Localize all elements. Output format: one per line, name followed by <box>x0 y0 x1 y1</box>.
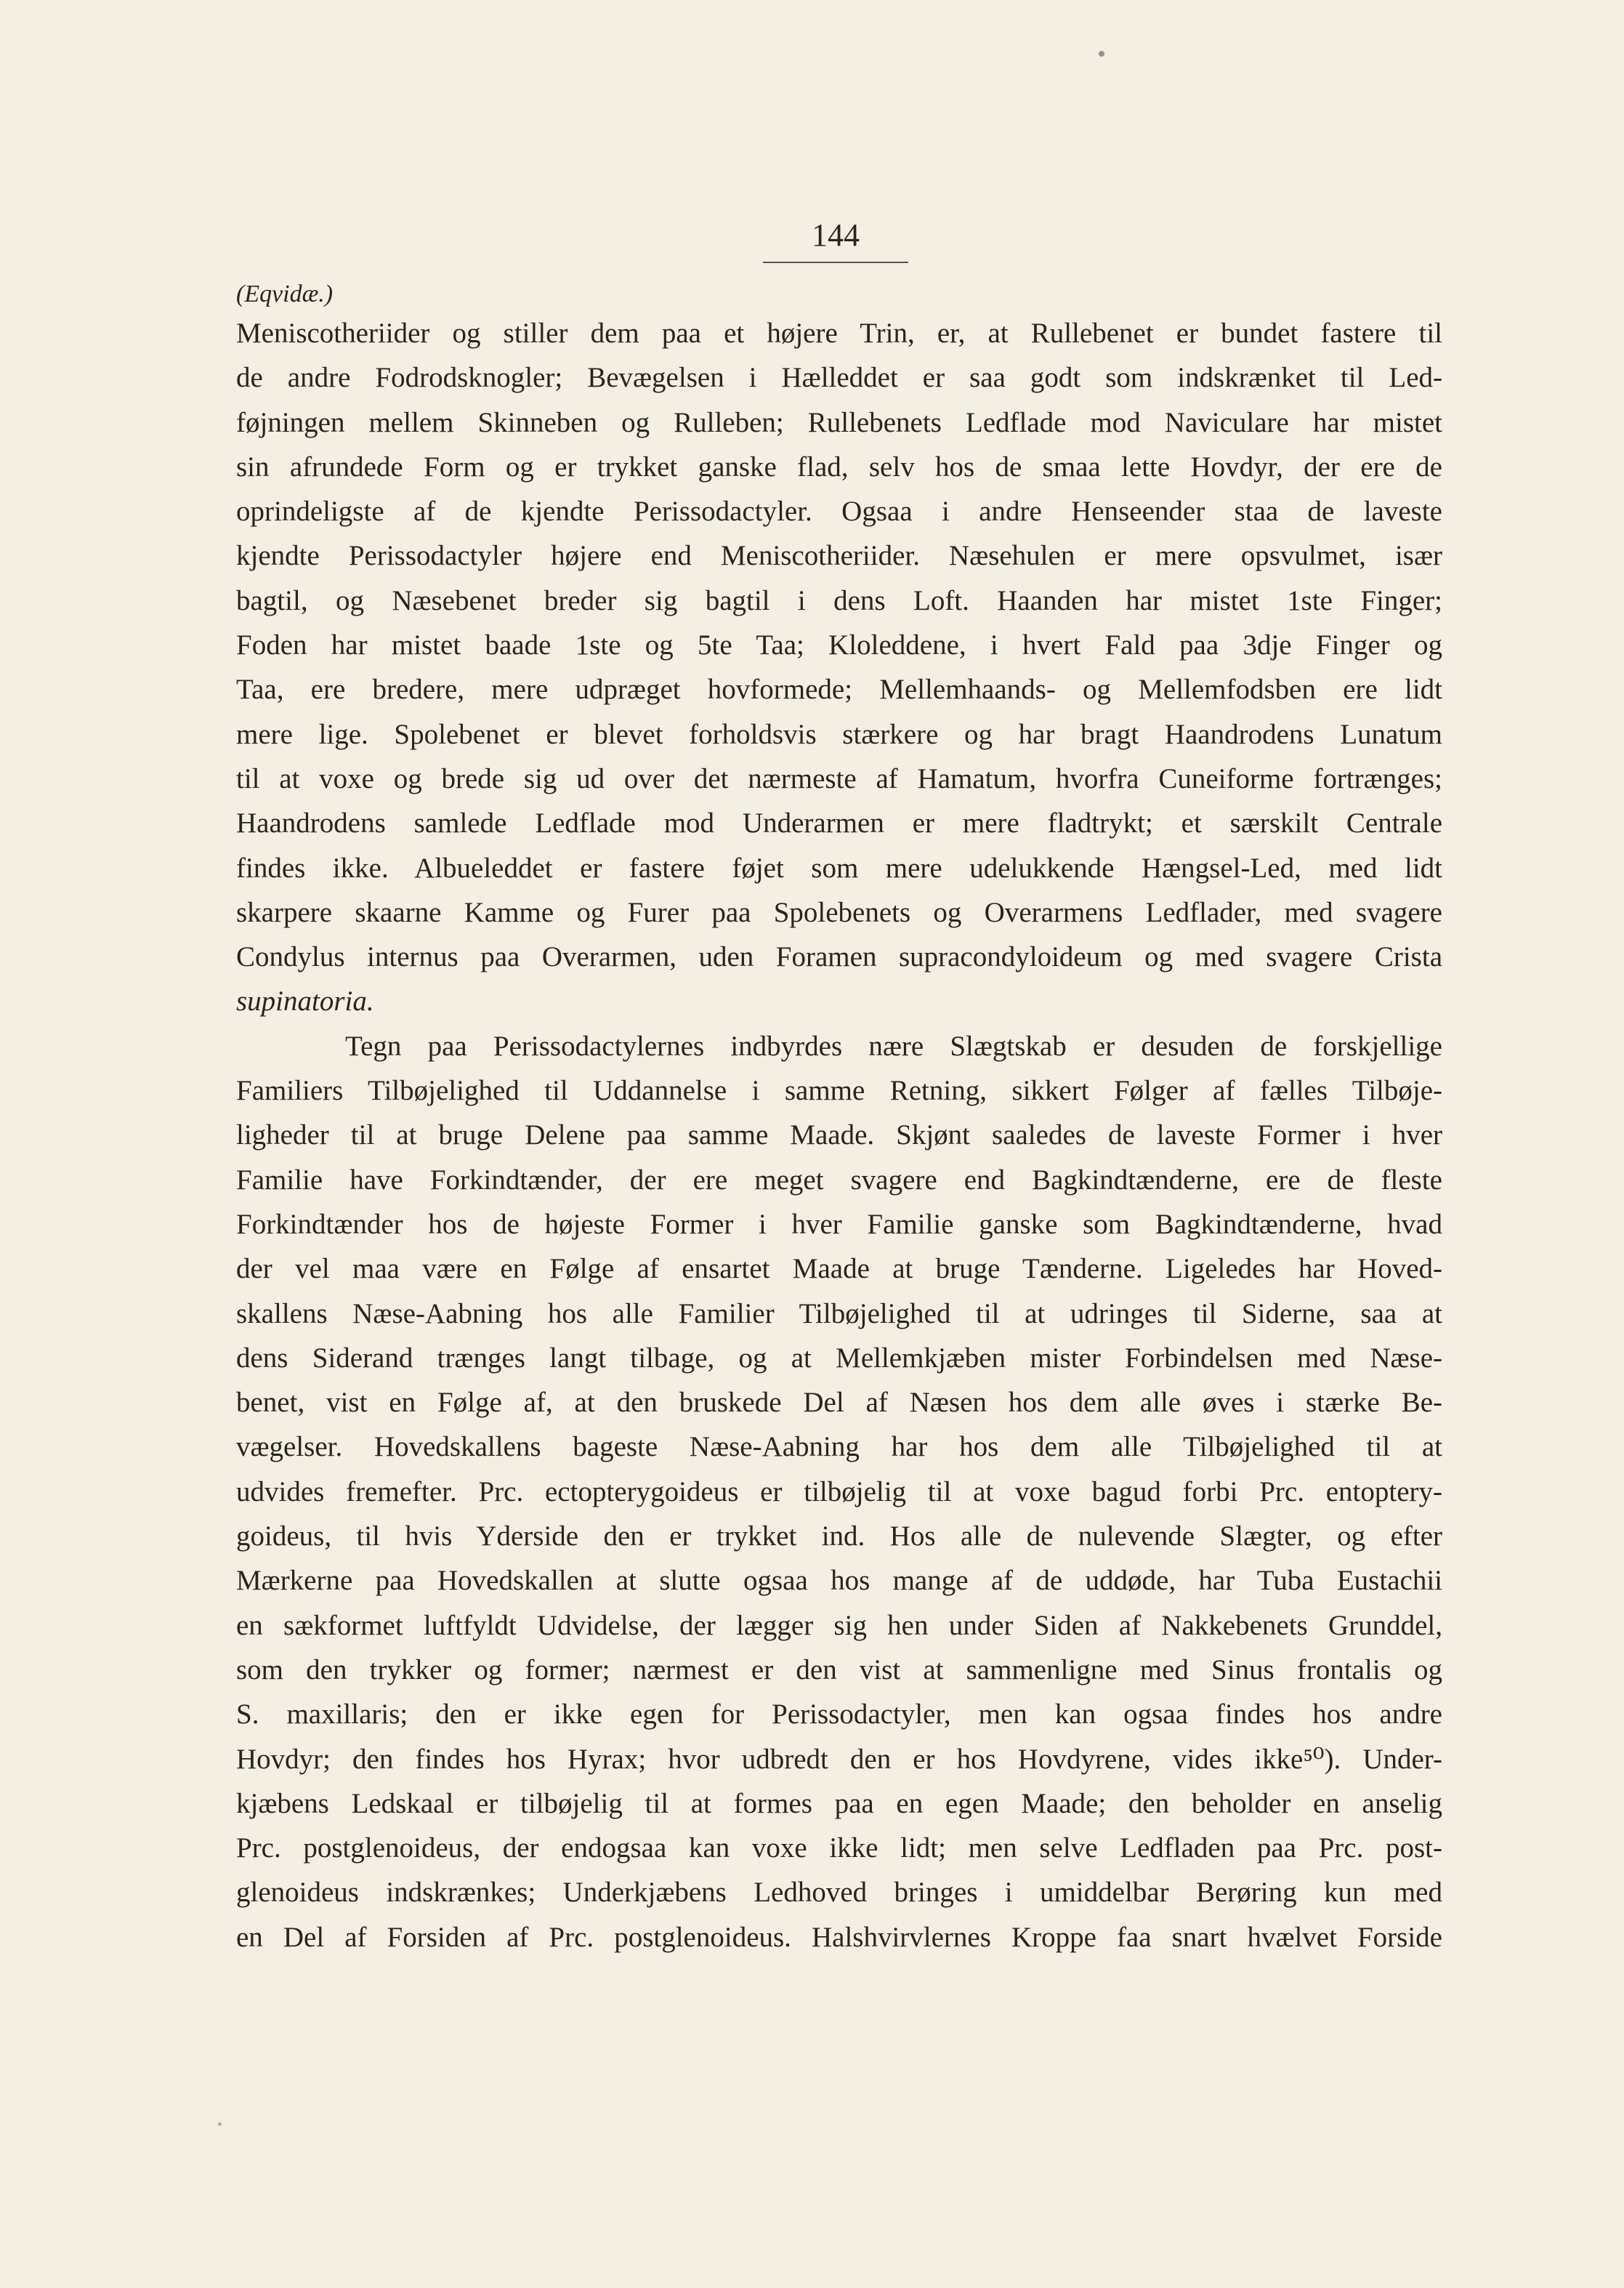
text-line: Meniscotheriider og stiller dem paa et højere Trin, er, at Rullebenet er bundet fastere til <box>236 318 1442 349</box>
text-line: kjæbens Ledskaal er tilbøjelig til at formes paa en egen Maade; den beholder en anselig <box>236 1787 1442 1819</box>
text-line: de andre Fodrodsknogler; Bevægelsen i Hælleddet er saa godt som indskrænket til Led- <box>236 362 1442 394</box>
text-line: ligheder til at bruge Delene paa samme Maade. Skjønt saaledes de laveste Former i hver <box>236 1119 1442 1151</box>
text-line: bagtil, og Næsebenet breder sig bagtil i dens Loft. Haanden har mistet 1ste Finger; <box>236 584 1442 616</box>
section-label: (Eqvidæ.) <box>236 281 334 307</box>
text-line: skallens Næse-Aabning hos alle Familier Tilbøjelighed til at udringes til Siderne, saa at <box>236 1297 1442 1329</box>
text-line: der vel maa være en Følge af ensartet Maade at bruge Tænderne. Ligeledes har Hoved- <box>236 1253 1442 1285</box>
text-line: Hovdyr; den findes hos Hyrax; hvor udbredt den er hos Hovdyrene, vides ikke⁵⁰). Under- <box>236 1743 1442 1775</box>
text-line: Prc. postglenoideus, der endogsaa kan voxe ikke lidt; men selve Ledfladen paa Prc. post- <box>236 1832 1442 1864</box>
text-line: sin afrundede Form og er trykket ganske flad, selv hos de smaa lette Hovdyr, der ere de <box>236 451 1442 483</box>
paper-speck <box>1099 51 1104 57</box>
text-line: Forkindtænder hos de højeste Former i hver Familie ganske som Bagkindtænderne, hvad <box>236 1208 1442 1240</box>
text-line: føjningen mellem Skinneben og Rulleben; Rullebenets Ledflade mod Naviculare har mistet <box>236 406 1442 438</box>
text-line: en Del af Forsiden af Prc. postglenoideus. Halshvirvlernes Kroppe faa snart hvælvet Forside <box>236 1921 1442 1953</box>
text-line: Condylus internus paa Overarmen, uden Foramen supracondyloideum og med svagere Crista <box>236 941 1442 973</box>
text-line: Mærkerne paa Hovedskallen at slutte ogsaa hos mange af de uddøde, har Tuba Eustachii <box>236 1565 1442 1597</box>
text-line: en sækformet luftfyldt Udvidelse, der lægger sig hen under Siden af Nakkebenets Grunddel, <box>236 1609 1442 1641</box>
text-line: oprindeligste af de kjendte Perissodactyler. Ogsaa i andre Henseender staa de laveste <box>236 496 1442 528</box>
text-line: skarpere skaarne Kamme og Furer paa Spolebenets og Overarmens Ledflader, med svagere <box>236 896 1442 928</box>
text-line: findes ikke. Albueleddet er fastere føjet som mere udelukkende Hængsel-Led, med lidt <box>236 852 1442 884</box>
text-line: til at voxe og brede sig ud over det nærmeste af Hamatum, hvorfra Cuneiforme fortrænges; <box>236 762 1442 794</box>
text-line: Taa, ere bredere, mere udpræget hovformede; Mellemhaands- og Mellemfodsben ere lidt <box>236 674 1442 706</box>
text-line: Familiers Tilbøjelighed til Uddannelse i samme Retning, sikkert Følger af fælles Tilbøje- <box>236 1075 1442 1107</box>
text-line: supinatoria. <box>236 986 374 1018</box>
text-line: vægelser. Hovedskallens bageste Næse-Aabning har hos dem alle Tilbøjelighed til at <box>236 1431 1442 1463</box>
page-number: 144 <box>812 217 860 253</box>
text-line: Familie have Forkindtænder, der ere meget svagere end Bagkindtænderne, ere de fleste <box>236 1164 1442 1196</box>
text-line: Tegn paa Perissodactylernes indbyrdes nære Slægtskab er desuden de forskjellige <box>345 1030 1442 1062</box>
text-line: kjendte Perissodactyler højere end Meniscotheriider. Næsehulen er mere opsvulmet, især <box>236 540 1442 572</box>
paper-speck <box>218 2122 222 2126</box>
text-line: Haandrodens samlede Ledflade mod Underarmen er mere fladtrykt; et særskilt Centrale <box>236 807 1442 839</box>
text-line: som den trykker og former; nærmest er den vist at sammenligne med Sinus frontalis og <box>236 1653 1442 1685</box>
page-number-rule <box>763 262 908 263</box>
text-line: Foden har mistet baade 1ste og 5te Taa; Kloleddene, i hvert Fald paa 3dje Finger og <box>236 629 1442 661</box>
text-line: benet, vist en Følge af, at den bruskede Del af Næsen hos dem alle øves i stærke Be- <box>236 1387 1442 1419</box>
text-line: dens Siderand trænges langt tilbage, og at Mellemkjæben mister Forbindelsen med Næse- <box>236 1342 1442 1374</box>
text-line: goideus, til hvis Yderside den er trykket ind. Hos alle de nulevende Slægter, og efter <box>236 1520 1442 1552</box>
text-line: mere lige. Spolebenet er blevet forholdsvis stærkere og har bragt Haandrodens Lunatum <box>236 718 1442 750</box>
text-line: S. maxillaris; den er ikke egen for Perissodactyler, men kan ogsaa findes hos andre <box>236 1699 1442 1731</box>
body-text <box>236 311 1442 1959</box>
text-line: udvides fremefter. Prc. ectopterygoideus er tilbøjelig til at voxe bagud forbi Prc. entoptery- <box>236 1475 1442 1507</box>
text-line: glenoideus indskrænkes; Underkjæbens Ledhoved bringes i umiddelbar Berøring kun med <box>236 1877 1442 1909</box>
